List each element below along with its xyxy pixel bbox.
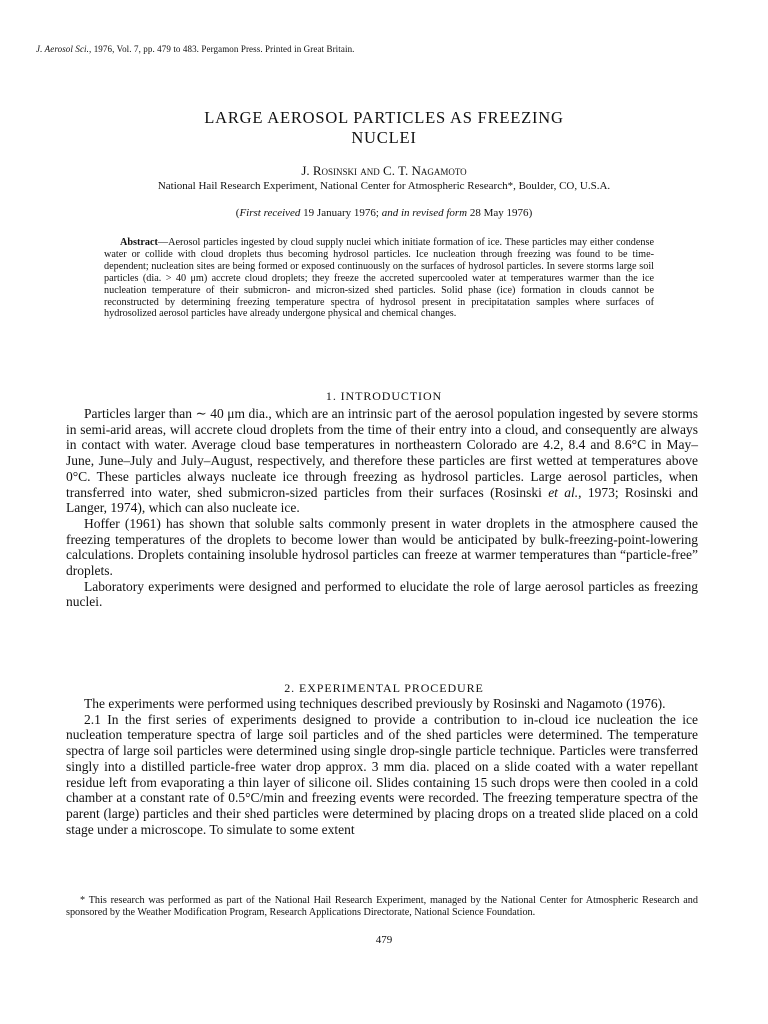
intro-p1-etal: et al. bbox=[548, 484, 579, 500]
procedure-paragraph-1: The experiments were performed using techniques described previously by Rosinski and Nagamoto (1976). bbox=[84, 696, 666, 711]
intro-paragraph-3: Laboratory experiments were designed and performed to elucidate the role of large aerosol particles as freezing nuclei. bbox=[66, 578, 698, 610]
running-head bbox=[36, 44, 355, 54]
author-affiliation: National Hail Research Experiment, National Center for Atmospheric Research*, Boulder, CO, U.S.A. bbox=[157, 180, 611, 192]
received-revised-date: 28 May 1976 bbox=[467, 207, 529, 219]
article-title bbox=[0, 108, 768, 148]
procedure-paragraph-2: 2.1 In the first series of experiments designed to provide a contribution to in-cloud ice nucleation the ice nucleation temperature spectra of large soil particles and of the shed particles were determined. The temperature spectra of large soil particles were determined using single drop-single particle technique. Particles were transferred singly into a distilled particle-free water drop approx. 3 mm dia. placed on a slide coated with a water repellant residue left from evaporating a thin layer of silicone oil. Slides containing 15 such drops were then cooled in a cold chamber at a constant rate of 0.5°C/min and freezing events were recorded. The freezing temperature spectra of the parent (large) particles and their shed particles were determined by placing drops on a treated slide placed on a cold stage under a microscope. To simulate to some extent bbox=[66, 711, 698, 837]
abstract-text: —Aerosol particles ingested by cloud supply nuclei which initiate formation of ice. These particles may either condense water or collide with cloud droplets thus becoming hydrosol particles. Ice nucleation through freezing was found to be time-dependent; nucleation sites are being formed or exposed continuously on the surfaces of hydrosol particles. In severe storms large soil particles (dia. > 40 μm) accrete cloud droplets; they freeze the accreted supercooled water at temperatures warmer than the ice nucleation temperature of their submicron- and micron-sized shed particles. Solid phase (ice) formation in clouds cannot be reconstructed by determining freezing temperature spectra of hydrosol present in precipitatation samples where surfaces of hydrosolized aerosol particles have already undergone physical and chemical changes. bbox=[104, 237, 654, 320]
intro-p1-text-b: , 1973; Rosinski and Langer, 1974), which can also nucleate ice. bbox=[66, 484, 698, 516]
abstract-label: Abstract bbox=[120, 237, 158, 248]
received-first-date: 19 January 1976; bbox=[300, 207, 382, 219]
received-first-label: First received bbox=[239, 207, 301, 219]
received-revised-label: and in revised form bbox=[381, 207, 468, 219]
received-close-paren: ) bbox=[528, 207, 533, 219]
citation-details: 1976, Vol. 7, pp. 479 to 483. Pergamon Press. Printed in Great Britain. bbox=[91, 44, 355, 54]
title-line-1: LARGE AEROSOL PARTICLES AS FREEZING bbox=[204, 108, 564, 127]
intro-p1-text-a: Particles larger than ∼ 40 μm dia., which are an intrinsic part of the aerosol population ingested by severe storms in semi-arid areas, will accrete cloud droplets from the time of their entry into a cloud, and consequently are always in contact with water. Average cloud base temperatures in northeastern Colorado are 4.2, 8.4 and 8.6°C in May–June, June–July and July–August, respectively, and therefore these particles are first wetted at temperatures above 0°C. These particles always nucleate ice through freezing as hydrosol particles. Large aerosol particles, when transferred into water, shed submicron-sized particles from their surfaces (Rosinski bbox=[66, 406, 698, 500]
procedure-body bbox=[66, 696, 698, 837]
section-heading-procedure: 2. EXPERIMENTAL PROCEDURE bbox=[284, 681, 484, 695]
received-open-paren: ( bbox=[235, 207, 240, 219]
intro-paragraph-2: Hoffer (1961) has shown that soluble salts commonly present in water droplets in the atmosphere caused the freezing temperatures of the droplets to become lower than would be anticipated by bulk-freezing-point-lowering calculations. Droplets containing insoluble hydrosol particles can freeze at warmer temperatures than “particle-free” droplets. bbox=[66, 515, 698, 579]
author-names: J. Rosinski and C. T. Nagamoto bbox=[301, 163, 467, 178]
introduction-body bbox=[66, 406, 698, 610]
journal-name: J. Aerosol Sci., bbox=[36, 44, 92, 54]
footnote: * This research was performed as part of the National Hail Research Experiment, managed by the National Center for Atmospheric Research and sponsored by the Weather Modification Program, Research Applications Directorate, National Science Foundation. bbox=[66, 895, 698, 918]
abstract bbox=[104, 237, 654, 320]
page-number: 479 bbox=[375, 934, 393, 946]
received-dates bbox=[0, 207, 768, 219]
intro-paragraph-1 bbox=[66, 406, 698, 516]
section-heading-introduction: 1. INTRODUCTION bbox=[325, 389, 443, 403]
title-line-2: NUCLEI bbox=[351, 128, 417, 147]
